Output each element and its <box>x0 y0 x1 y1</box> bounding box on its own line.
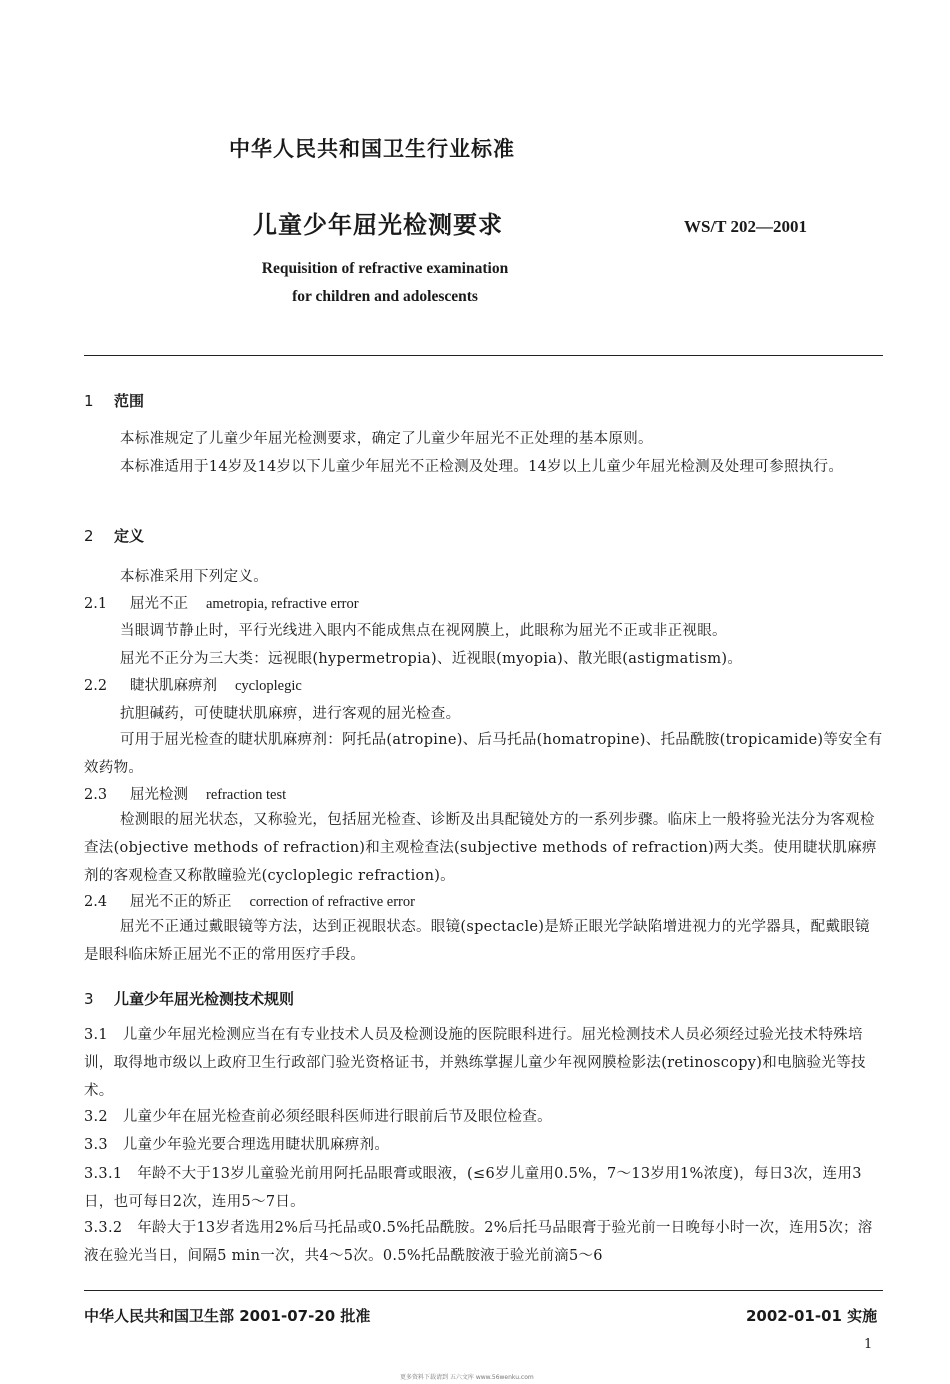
term-2-3 <box>84 783 286 804</box>
watermark-text: 更多资料下载请到 五六文库 www.56wenku.com <box>400 1374 534 1381</box>
term-en: cycloplegic <box>235 678 302 694</box>
term-number: 2.2 <box>84 678 108 694</box>
term-en: ametropia, refractive error <box>206 596 359 612</box>
term-2-1 <box>84 592 359 613</box>
implementation-date: 2002-01-01 实施 <box>746 1307 878 1325</box>
english-title-line2: for children and adolescents <box>292 288 478 305</box>
document-title: 儿童少年屈光检测要求 <box>253 211 503 239</box>
section-title: 范围 <box>114 392 145 410</box>
section-3-heading <box>84 988 294 1009</box>
term-number: 2.3 <box>84 787 108 803</box>
paragraph: 屈光不正通过戴眼镜等方法，达到正视眼状态。眼镜(spectacle)是矫正眼光学缺陷增进视力的光学器具，配戴眼镜是眼科临床矫正屈光不正的常用医疗手段。 <box>84 919 870 963</box>
section-1-heading <box>84 390 144 411</box>
term-cn: 屈光不正 <box>130 596 188 612</box>
term-en: refraction test <box>206 787 287 803</box>
clause-3-3: 3.3 儿童少年验光要合理选用睫状肌麻痹剂。 <box>84 1137 390 1153</box>
paragraph: 本标准适用于14岁及14岁以下儿童少年屈光不正检测及处理。14岁以上儿童少年屈光检测及处理可参照执行。 <box>120 459 844 475</box>
section-number: 1 <box>84 392 94 410</box>
page-number: 1 <box>864 1337 873 1352</box>
term-2-2 <box>84 674 302 695</box>
paragraph: 本标准采用下列定义。 <box>120 569 268 585</box>
section-2-heading <box>84 525 144 546</box>
term-cn: 屈光不正的矫正 <box>130 894 232 910</box>
header-divider <box>84 355 883 356</box>
clause-3-2: 3.2 儿童少年在屈光检查前必须经眼科医师进行眼前后节及眼位检查。 <box>84 1109 552 1125</box>
paragraph: 当眼调节静止时，平行光线进入眼内不能成焦点在视网膜上，此眼称为屈光不正或非正视眼。 <box>120 623 727 639</box>
paragraph: 抗胆碱药，可使睫状肌麻痹，进行客观的屈光检查。 <box>120 706 461 722</box>
section-number: 3 <box>84 990 94 1008</box>
footer-divider <box>84 1290 883 1291</box>
paragraph: 可用于屈光检查的睫状肌麻痹剂：阿托品(atropine)、后马托品(homatropine)、托品酰胺(tropicamide)等安全有效药物。 <box>84 732 883 776</box>
paragraph: 屈光不正分为三大类：远视眼(hypermetropia)、近视眼(myopia)、散光眼(astigmatism)。 <box>120 651 743 667</box>
term-number: 2.1 <box>84 596 108 612</box>
clause-3-3-1: 3.3.1 年龄不大于13岁儿童验光前用阿托品眼膏或眼液，(≤6岁儿童用0.5%，7～13岁用1%浓度)，每日3次，连用3日，也可每日2次，连用5～7日。 <box>84 1166 862 1210</box>
english-title-line1: Requisition of refractive examination <box>261 260 509 277</box>
standard-category: 中华人民共和国卫生行业标准 <box>229 137 515 161</box>
term-2-4 <box>84 890 415 911</box>
term-en: correction of refractive error <box>249 894 415 910</box>
section-number: 2 <box>84 527 94 545</box>
section-title: 儿童少年屈光检测技术规则 <box>114 990 295 1008</box>
approval-line: 中华人民共和国卫生部 2001-07-20 批准 <box>84 1307 371 1325</box>
paragraph: 检测眼的屈光状态，又称验光，包括屈光检查、诊断及出具配镜处方的一系列步骤。临床上一般将验光法分为客观检查法(objective methods of refraction)和主观检查法(subjective methods of refraction)两大类。使用睫状肌麻痹剂的客观检查又称散瞳验光(cycloplegic refraction)。 <box>84 812 877 884</box>
term-cn: 睫状肌麻痹剂 <box>130 678 217 694</box>
term-number: 2.4 <box>84 894 108 910</box>
clause-3-1: 3.1 儿童少年屈光检测应当在有专业技术人员及检测设施的医院眼科进行。屈光检测技术人员必须经过验光技术特殊培训，取得地市级以上政府卫生行政部门验光资格证书，并熟练掌握儿童少年视网膜检影法(retinoscopy)和电脑验光等技术。 <box>84 1027 866 1099</box>
term-cn: 屈光检测 <box>130 787 188 803</box>
clause-3-3-2: 3.3.2 年龄大于13岁者选用2%后马托品或0.5%托品酰胺。2%后托马品眼膏于验光前一日晚每小时一次，连用5次；溶液在验光当日，间隔5 min一次，共4～5次。0.5%托品酰胺液于验光前滴5～6 <box>84 1220 873 1264</box>
section-title: 定义 <box>114 527 145 545</box>
paragraph: 本标准规定了儿童少年屈光检测要求，确定了儿童少年屈光不正处理的基本原则。 <box>120 431 653 447</box>
standard-code: WS/T 202—2001 <box>684 217 807 236</box>
